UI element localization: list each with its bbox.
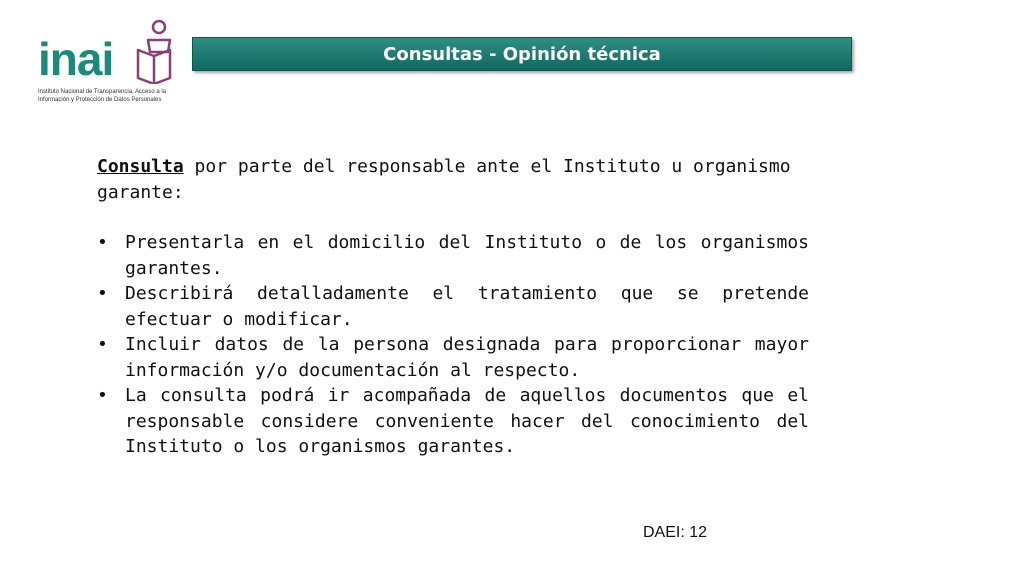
intro-text: por parte del responsable ante el Instituto u organismo garante: (97, 156, 791, 203)
logo-wordmark: inai (38, 33, 114, 85)
inai-logo (38, 20, 178, 108)
bullet-list (97, 230, 809, 460)
bullet-icon: • (97, 232, 108, 253)
bullet-icon: • (97, 385, 108, 406)
intro-keyword: Consulta (97, 156, 184, 177)
slide-title: Consultas - Opinión técnica (383, 43, 661, 65)
list-item (97, 230, 809, 281)
slide-title-bar (192, 37, 852, 71)
list-item-text: La consulta podrá ir acompañada de aquellos documentos que el responsable considere conveniente hacer del conocimiento del Instituto o los organismos garantes. (125, 385, 809, 457)
list-item-text: Describirá detalladamente el tratamiento que se pretende efectuar o modificar. (125, 283, 809, 330)
list-item (97, 281, 809, 332)
list-item (97, 383, 809, 460)
bullet-icon: • (97, 283, 108, 304)
page-number: DAEI: 12 (643, 524, 708, 541)
list-item-text: Presentarla en el domicilio del Instituto o de los organismos garantes. (125, 232, 809, 279)
person-reading-icon (134, 20, 174, 84)
intro-paragraph (97, 154, 809, 205)
list-item (97, 332, 809, 383)
logo-subtitle: Instituto Nacional de Transparencia, Acceso a la Información y Protección de Datos Personales (38, 89, 167, 103)
bullet-icon: • (97, 334, 108, 355)
list-item-text: Incluir datos de la persona designada para proporcionar mayor información y/o documentación al respecto. (125, 334, 809, 381)
slide-content (97, 154, 809, 460)
